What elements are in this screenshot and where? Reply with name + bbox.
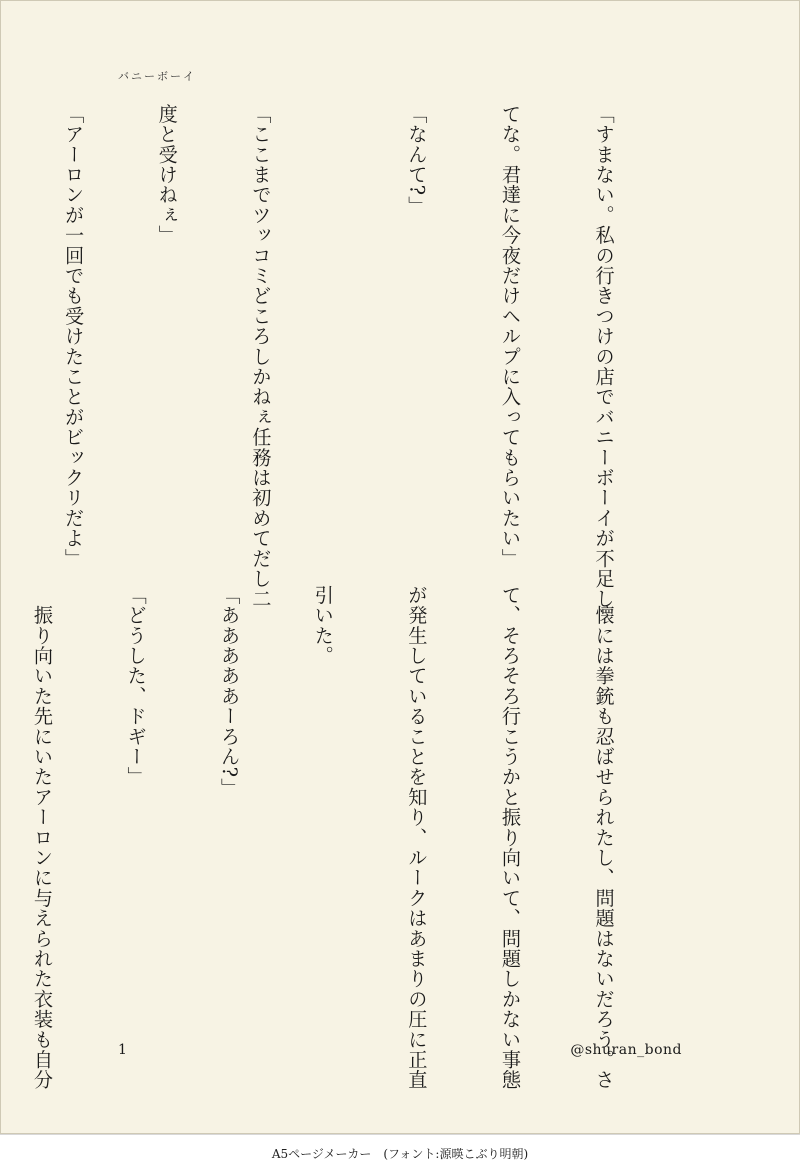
vertical-text-block-top — [0, 104, 682, 609]
text-column: 「なんて?」 — [405, 104, 429, 217]
text-column: 「どうした、ドギー」 — [124, 585, 148, 787]
text-column: 度と受けねぇ」 — [155, 104, 179, 246]
text-column: て、そろそろ行こうかと振り向いて、問題しかない事態 — [498, 585, 522, 1090]
text-column: 懐には拳銃も忍ばせられたし、問題はないだろう。さ — [592, 585, 616, 1090]
author-handle: @shuran_bond — [570, 1042, 682, 1058]
text-column: 引いた。 — [311, 585, 335, 666]
text-column: 「あああああーろん?」 — [218, 585, 242, 799]
generator-footer: A5ページメーカー (フォント:源暎こぶり明朝) — [0, 1134, 800, 1172]
text-column: が発生していることを知り、ルークはあまりの圧に正直 — [405, 585, 429, 1090]
text-column: てな。君達に今夜だけヘルプに入ってもらいたい」 — [498, 104, 522, 569]
text-column: 「すまない。私の行きつけの店でバニーボーイが不足し — [592, 104, 616, 609]
page-number: 1 — [118, 1042, 127, 1058]
page-title: バニーボーイ — [118, 70, 196, 83]
text-column: 「アーロンが一回でも受けたことがビックリだよ」 — [62, 104, 86, 569]
text-column: 振り向いた先にいたアーロンに与えられた衣装も自分 — [30, 585, 54, 1090]
text-column: 「ここまでツッコミどころしかねぇ任務は初めてだし二 — [249, 104, 273, 609]
